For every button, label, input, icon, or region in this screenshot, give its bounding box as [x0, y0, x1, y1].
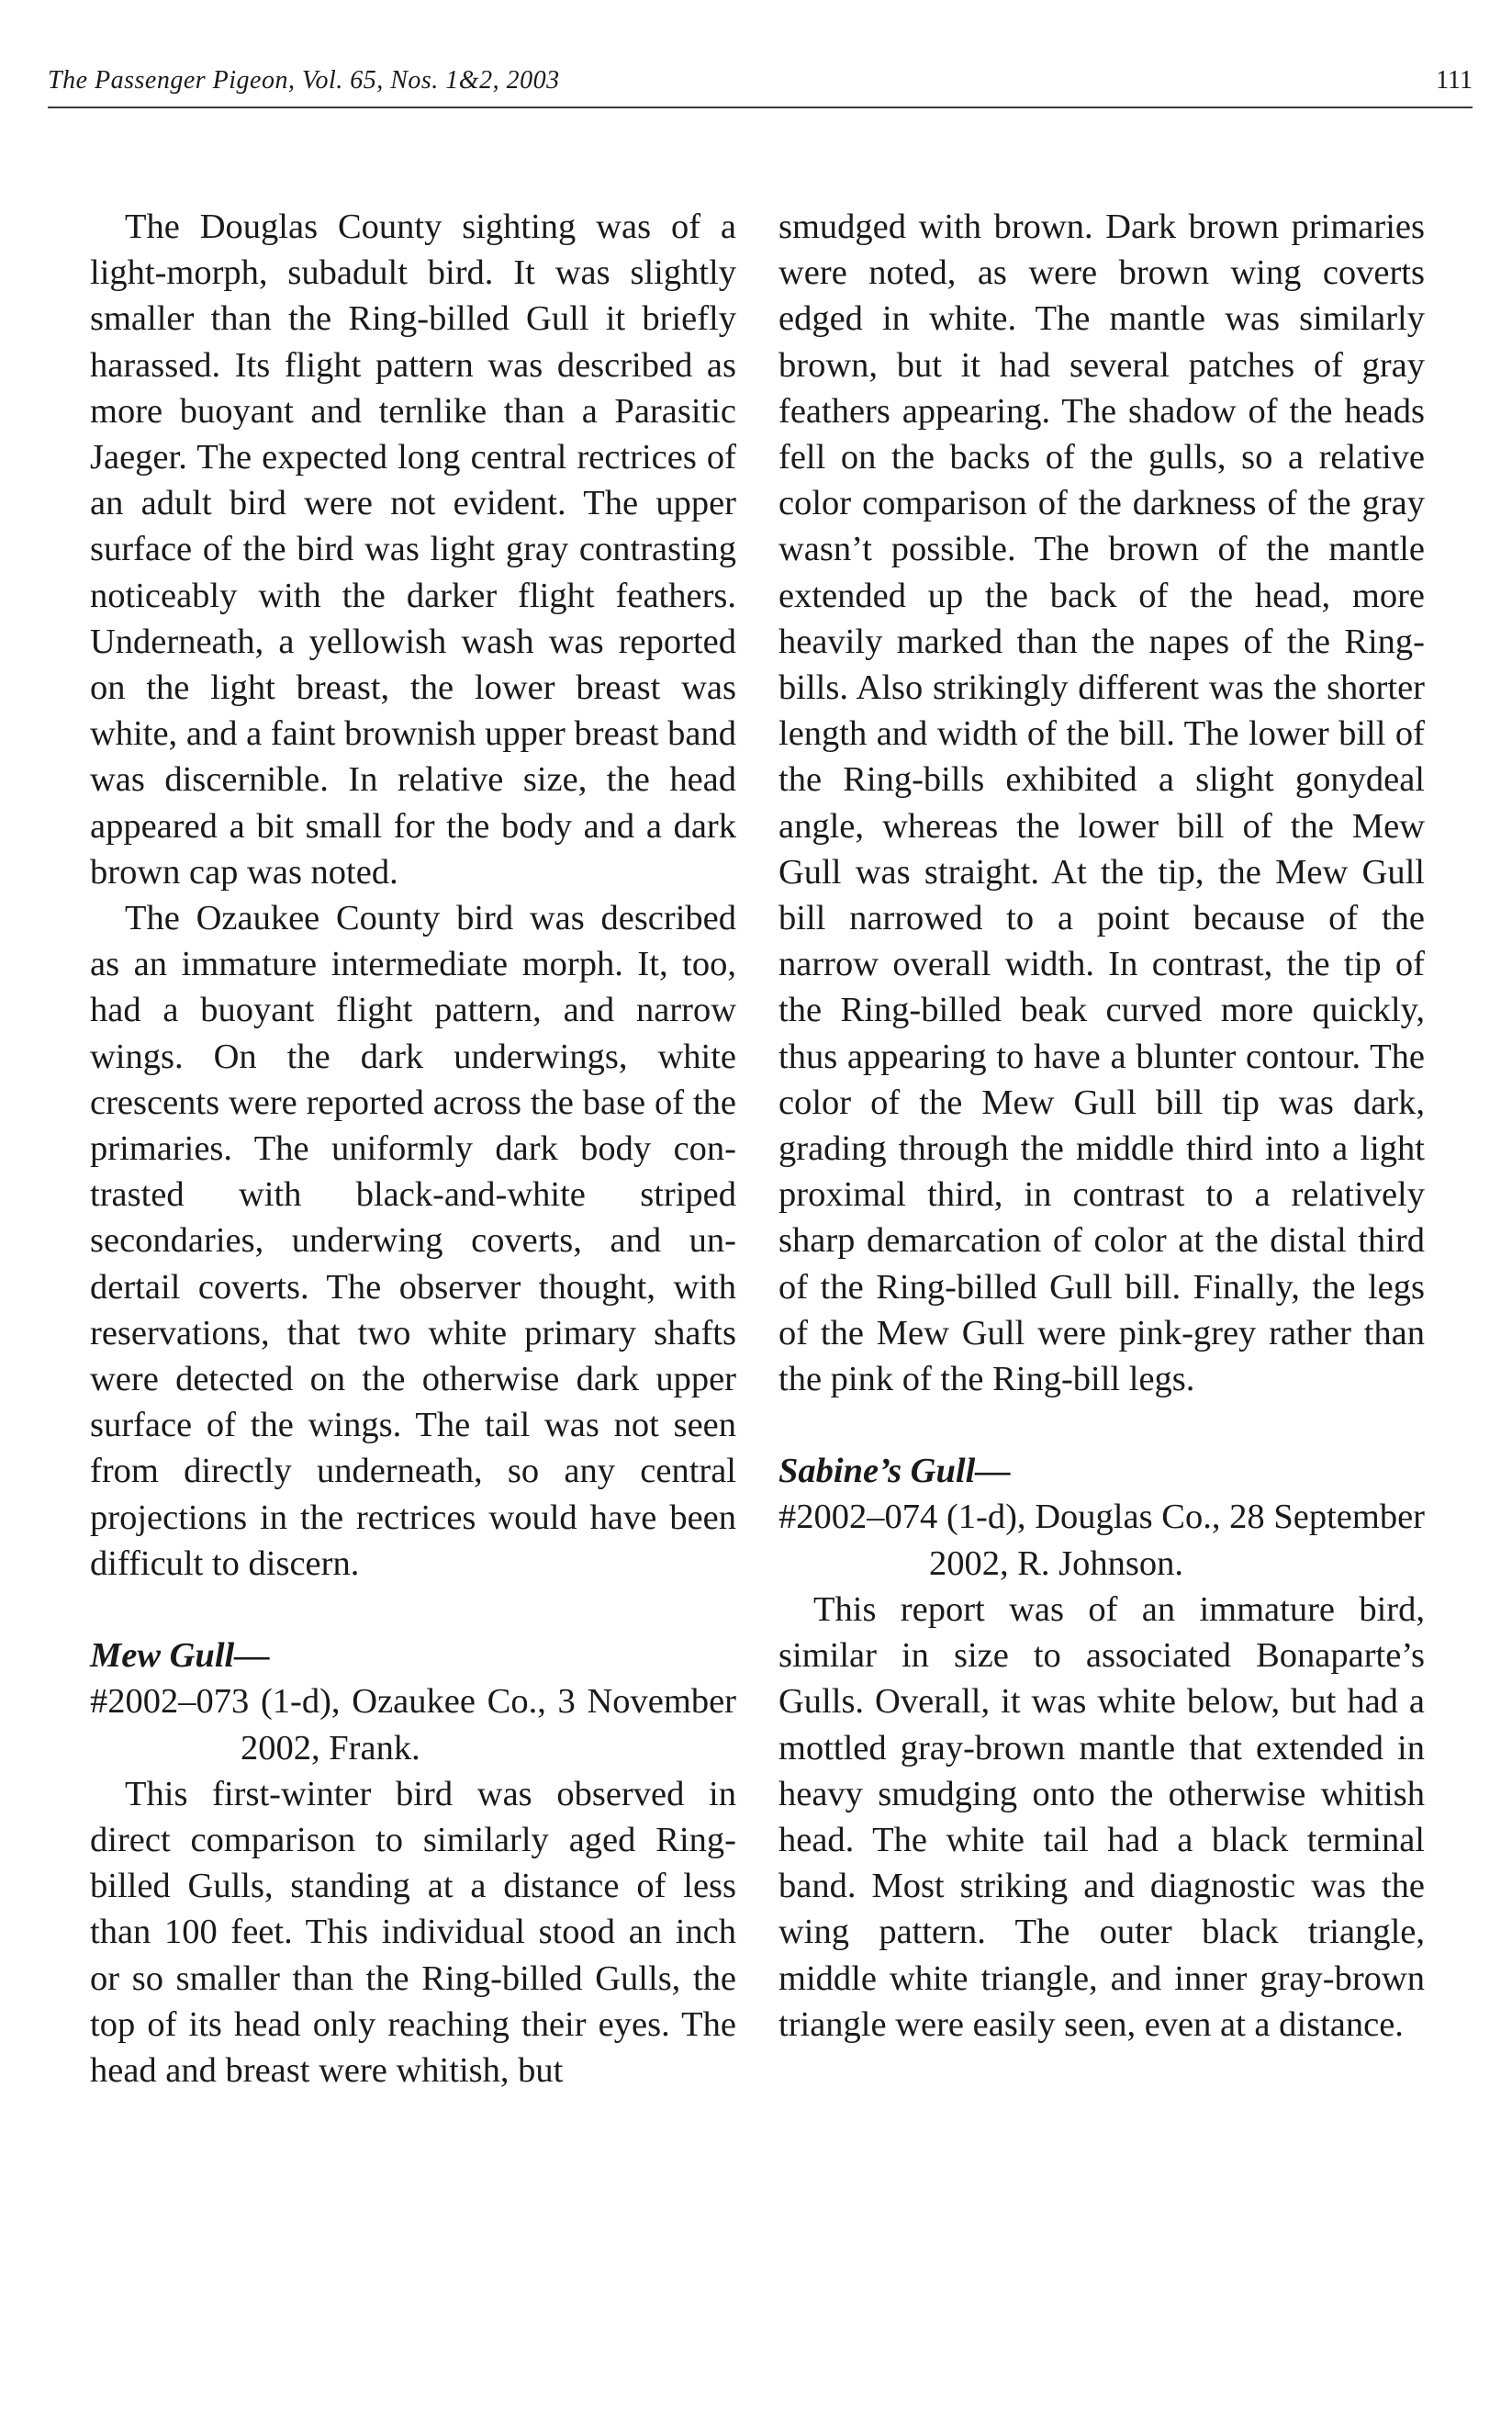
douglas-county-paragraph: The Douglas County sighting was of a light-morph, subadult bird. It was slightly smaller than the Ring-billed Gull it briefly harassed. Its flight pattern was described as more buoyant and ternlike than a Parasitic Jaeger. The expected long central rectrices of an adult bird were not evident. The upper surface of the bird was light gray contrasting noticeably with the darker flight feathers. Underneath, a yellowish wash was reported on the light breast, the lower breast was white, and a faint brownish upper breast band was discernible. In relative size, the head appeared a bit small for the body and a dark brown cap was noted.	[90, 208, 736, 892]
mew-gull-record: #2002–073 (1-d), Ozaukee Co., 3 November 2002, Frank.	[90, 1682, 736, 1768]
running-head	[48, 61, 1473, 108]
sabines-gull-heading: Sabine’s Gull—	[778, 1452, 1011, 1491]
mew-gull-paragraph-continued: smudged with brown. Dark brown primaries were noted, as were brown wing coverts edged in white. The mantle was similarly brown, but it had several patches of gray feathers appearing. The shadow of the heads fell on the backs of the gulls, so a relative color comparison of the darkness of the gray wasn’t possible. The brown of the mantle extended up the back of the head, more heavily marked than the napes of the Ring-bills. Also strikingly different was the shorter length and width of the bill. The lower bill of the Ring-bills exhibited a slight gonydeal angle, whereas the lower bill of the Mew Gull was straight. At the tip, the Mew Gull bill narrowed to a point because of the narrow overall width. In contrast, the tip of the Ring-billed beak curved more quickly, thus appearing to have a blunter contour. The color of the Mew Gull bill tip was dark, grading through the middle third into a light proximal third, in contrast to a relatively sharp demarcation of color at the distal third of the Ring-billed Gull bill. Finally, the legs of the Mew Gull were pink-grey rather than the pink of the Ring-bill legs.	[778, 208, 1425, 1399]
right-column	[778, 204, 1425, 2048]
page-number: 111	[1436, 66, 1473, 95]
mew-gull-paragraph: This first-winter bird was observed in direct comparison to similarly aged Ring-billed Gulls, standing at a distance of less than 100 feet. This individual stood an inch or so smaller than the Ring-billed Gulls, the top of its head only reaching their eyes. The head and breast were whitish, but	[90, 1774, 736, 2090]
journal-title: The Passenger Pigeon, Vol. 65, Nos. 1&2, 2003	[48, 66, 560, 95]
mew-gull-heading: Mew Gull—	[90, 1636, 270, 1676]
left-column	[90, 204, 736, 2093]
sabines-gull-record: #2002–074 (1-d), Douglas Co., 28 September 2002, R. Johnson.	[778, 1498, 1425, 1583]
sabines-gull-paragraph: This report was of an immature bird, similar in size to associated Bonaparte’s Gulls. Overall, it was white below, but had a mottled gray-brown mantle that extended in heavy smudging onto the otherwise whitish head. The white tail had a black terminal band. Most striking and diagnostic was the wing pattern. The outer black triangle, middle white triangle, and inner gray-brown triangle were easily seen, even at a distance.	[778, 1589, 1425, 2044]
ozaukee-county-paragraph: The Ozaukee County bird was described as an immature intermediate morph. It, too, had a buoyant flight pattern, and narrow wings. On the dark underwings, white crescents were reported across the base of the primaries. The uniformly dark body contrasted with black-and-white striped secondaries, underwing coverts, and undertail coverts. The observer thought, with reservations, that two white primary shafts were detected on the otherwise dark upper surface of the wings. The tail was not seen from directly underneath, so any central projections in the rectrices would have been difficult to discern.	[90, 899, 736, 1583]
